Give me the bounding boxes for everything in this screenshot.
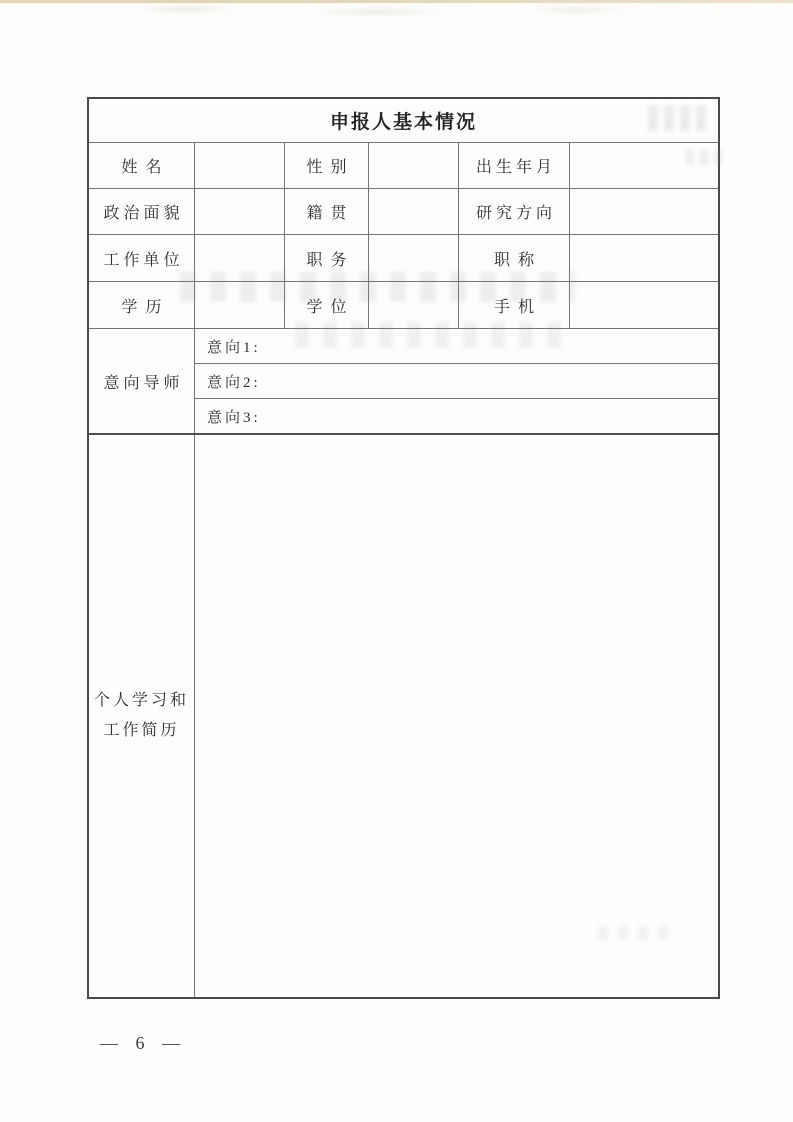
duty-position-label: 职务: [285, 235, 369, 281]
research-direction-label: 研究方向: [459, 189, 570, 234]
mobile-phone-value: [570, 282, 718, 328]
education-label: 学历: [89, 282, 195, 328]
work-unit-value: [195, 235, 285, 281]
degree-value: [369, 282, 459, 328]
table-title-row: [89, 99, 718, 143]
name-value: [195, 143, 285, 188]
scan-smudge-artifact: [90, 3, 730, 19]
resume-label-line-2: 工作简历: [103, 722, 180, 739]
native-place-label: 籍贯: [285, 189, 369, 234]
work-unit-label: 工作单位: [89, 235, 195, 281]
page-number: — 6 —: [100, 1033, 183, 1053]
resume-value: [195, 435, 718, 997]
mentor-choice-3: 意向3:: [207, 409, 261, 426]
education-value: [195, 282, 285, 328]
table-title: 申报人基本情况: [329, 112, 477, 133]
native-place-value: [369, 189, 459, 234]
resume-section-row: [89, 435, 718, 997]
mentor-choice-2: 意向2:: [195, 364, 718, 399]
table-row: [89, 189, 718, 235]
professional-title-value: [570, 235, 718, 281]
mentor-section-label: 意向导师: [89, 329, 195, 433]
table-row: [89, 282, 718, 329]
political-status-value: [195, 189, 285, 234]
resume-label-line-1: 个人学习和: [93, 692, 189, 709]
resume-section-label: [89, 435, 195, 997]
research-direction-value: [570, 189, 718, 234]
mentor-choice-1: 意向1:: [195, 329, 718, 364]
birth-date-value: [570, 143, 718, 188]
applicant-info-table: [87, 97, 720, 999]
gender-value: [369, 143, 459, 188]
degree-label: 学位: [285, 282, 369, 328]
mentor-options: [195, 329, 718, 433]
birth-date-label: 出生年月: [459, 143, 570, 188]
mobile-phone-label: 手机: [459, 282, 570, 328]
mentor-section-row: [89, 329, 718, 435]
professional-title-label: 职称: [459, 235, 570, 281]
table-row: [89, 143, 718, 189]
table-row: [89, 235, 718, 282]
gender-label: 性别: [285, 143, 369, 188]
political-status-label: 政治面貌: [89, 189, 195, 234]
name-label: 姓名: [89, 143, 195, 188]
duty-position-value: [369, 235, 459, 281]
